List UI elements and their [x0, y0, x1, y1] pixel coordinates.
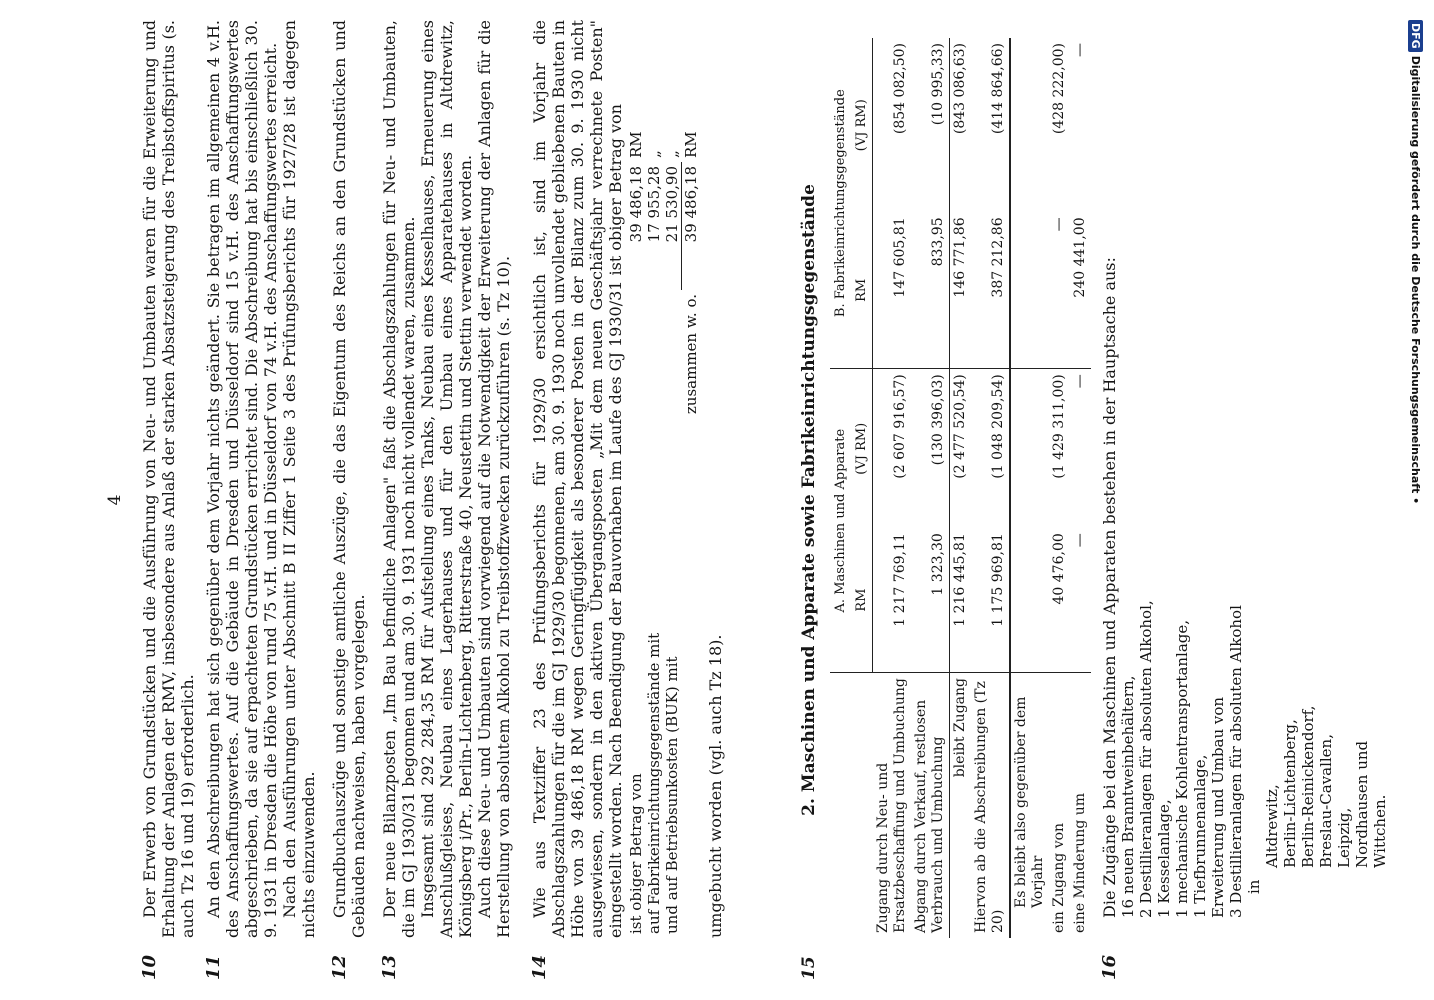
cell-b: 146 771,86 [949, 212, 971, 368]
list-item: 16 neuen Branntweinbehältern, [1119, 675, 1137, 918]
paragraph-text: An den Abschreibungen hat sich gegenüber dem Vorjahr nichts geändert. Sie betragen im allgemeinen 4 v.H. des Anschaffungswertes. Auf die Gebäude in Dresden und Düsseldorf sind 15 v.H. des Anschaffungswertes abgeschrieben, da sie auf erpachteten Grundstücken errichtet sind. Die Abschreibung hat bis einschließlich 30. 9. 1931 in Dresden die Höhe von rund 75 v.H. und in Düsseldorf von 74 v.H. des Anschaffungswertes erreicht. [204, 20, 280, 938]
cell-a-vj: (130 396,03) [929, 374, 946, 466]
dfg-logo: DFG [1408, 20, 1423, 52]
list-item: Berlin-Lichtenberg, [1281, 719, 1299, 868]
list-item: 1 Tiefbrunnenanlage, [1191, 754, 1209, 918]
header-col-b: B. Fabrikeinrichtungsgegenstände [830, 38, 851, 369]
list-item: in [1245, 879, 1263, 894]
header-vj: (VJ RM) [851, 38, 873, 212]
paragraph-text: Wie aus Textziffer 23 des Prüfungsberichts für 1929/30 ersichtlich ist, sind im Vorjahr die Abschlagszahlungen für die im GJ 1929/30 begonnenen, am 30. 9. 1930 noch unvollendet gebliebenen Bauten in Höhe von 39 486,18 RM wegen Geringfügigkeit als besonderer Posten in der Bilanz zum 30. 9. 1930 nicht ausgewiesen, sondern in den aktiven Übergangsposten „Mit dem neuen Geschäftsjahr verrechnete Posten" eingestellt worden. Nach Beendigung der Bauvorhaben im Laufe des GJ 1930/31 ist obiger Betrag von [530, 20, 625, 938]
rotated-document-page [100, 0, 1400, 1000]
cell-b: 240 441,00 [1070, 212, 1091, 368]
table-row [949, 38, 971, 938]
amount-currency: „ [645, 150, 663, 158]
paragraph-number: 12 [329, 954, 350, 980]
paragraph-text: Insgesamt sind 292 284,35 RM für Aufstellung eines Tanks, Neubau eines Kesselhauses, Erneuerung eines Anschlußgleises, Neubau eines Lagerhauses und für den Umbau eines Apparatehauses in Altdrewitz, Königsberg i/Pr., Berlin-Lichtenberg, Ritterstraße 40, Neustettin und Stettin verwendet worden. [418, 20, 475, 938]
paragraph-13 [380, 20, 513, 980]
amount-value: 39 486,18 [682, 162, 701, 290]
row-label: bleibt Zugang [949, 673, 971, 939]
amount-value: 21 530,90 [663, 166, 681, 243]
amount-row [663, 126, 682, 938]
header-rm: RM [851, 212, 873, 368]
cell-b-vj: (428 222,00) [1050, 43, 1067, 135]
cell-a: 1 175 969,81 [971, 528, 1010, 672]
list-item: Wittchen. [1371, 794, 1389, 868]
cell-b [1010, 212, 1049, 368]
amount-label: zusammen w. o. [681, 294, 700, 415]
amount-table [627, 126, 700, 938]
table-row [873, 38, 911, 938]
cell-b-vj [1010, 38, 1049, 212]
cell-b-vj: (414 864,66) [989, 43, 1006, 135]
assets-table [830, 38, 1091, 938]
paragraph-10 [140, 20, 197, 980]
section-15-heading [800, 20, 819, 980]
cell-b-vj: (843 086,63) [949, 38, 971, 212]
row-label: Abgang durch Verkauf, restlosen Verbrauch und Umbuchung [912, 699, 946, 933]
cell-a-vj: (2 477 520,54) [949, 369, 971, 528]
cell-b-vj: — [1071, 43, 1088, 57]
cell-a-vj: — [1071, 374, 1088, 389]
table-row [911, 38, 950, 938]
table-header-row [830, 38, 851, 938]
cell-a: 1 216 445,81 [949, 528, 971, 672]
cell-b: — [1049, 212, 1070, 368]
paragraph-number: 10 [139, 954, 160, 980]
paragraph-12 [330, 20, 368, 980]
paragraph-text: umgebucht worden (vgl. auch Tz 18). [706, 634, 725, 938]
paragraph-text: Die Zugänge bei den Maschinen und Apparaten bestehen in der Hauptsache aus: [1100, 257, 1119, 918]
table-row [1049, 38, 1070, 938]
amount-label: auf Fabrikeinrichtungsgegenstände mit [645, 632, 663, 934]
cell-a: 40 476,00 [1049, 528, 1070, 672]
paragraph-number: 13 [379, 954, 400, 980]
row-label: Hiervon ab die Abschreibungen (Tz 20) [972, 681, 1006, 933]
amount-label: und auf Betriebsunkosten (BUK) mit [663, 656, 682, 934]
list-item: 2 Destillieranlagen für absoluten Alkohol, [1137, 600, 1155, 918]
list-item: Breslau-Cavallen, [1317, 734, 1335, 868]
amount-row [627, 126, 645, 938]
paragraph-text: Der neue Bilanzposten „Im Bau befindliche Anlagen" faßt die Abschlagszahlungen für Neu- und Umbauten, die im GJ 1930/31 begonnen und am 30. 9. 1931 noch nicht vollendet waren, zusammen. [380, 20, 418, 938]
paragraph-number: 14 [529, 954, 550, 980]
table-row [971, 38, 1010, 938]
cell-a-vj: (1 429 311,00) [1050, 374, 1067, 479]
amount-total-row [682, 126, 701, 938]
cell-b: 833,95 [911, 212, 950, 368]
cell-a-vj: (1 048 209,54) [989, 374, 1006, 479]
paragraph-text: Auch diese Neu- und Umbauten sind vorwiegend auf die Notwendigkeit der Erweiterung der Anlagen für die Herstellung von absolutem Alkohol zu Treibstoffzwecken zurückzuführen (s. Tz 10). [475, 20, 513, 938]
header-vj: (VJ RM) [851, 369, 873, 528]
amount-currency: RM [681, 131, 700, 158]
cell-a: — [1070, 528, 1091, 672]
table-row [1010, 38, 1049, 938]
acquisitions-list [1119, 20, 1389, 938]
cell-b-vj: (854 082,50) [891, 43, 908, 135]
header-rm: RM [851, 528, 873, 672]
paragraph-14 [530, 20, 725, 980]
cell-b: 387 212,86 [971, 212, 1010, 368]
caption-text: Digitalisierung gefördert durch die Deutsche Forschungsgemeinschaft • [1409, 55, 1422, 505]
amount-value: 17 955,28 [645, 166, 663, 243]
table-row [1070, 38, 1091, 938]
list-item: 1 Kesselanlage, [1155, 799, 1173, 918]
cell-a-vj: (2 607 916,57) [891, 374, 908, 479]
digitization-caption [1405, 20, 1433, 980]
paragraph-number: 11 [203, 954, 224, 980]
amount-currency: „ [663, 150, 682, 158]
list-item: Altdrewitz, [1263, 784, 1281, 868]
cell-a: 1 323,30 [911, 528, 950, 672]
paragraph-text: Grundbuchauszüge und sonstige amtliche Auszüge, die das Eigentum des Reichs an den Grundstücken und Gebäuden nachweisen, haben vorgelegen. [330, 20, 368, 938]
paragraph-text: Der Erwerb von Grundstücken und die Ausführung von Neu- und Umbauten waren für die Erweiterung und Erhaltung der Anlagen der RMV, insbesondere aus Anlaß der starken Absatzsteigerung des Treibstoffspiritus (s. auch Tz 16 und 19) erforderlich. [140, 20, 197, 938]
paragraph-text: Nach den Ausführungen unter Abschnitt B II Ziffer 1 Seite 3 des Prüfungsberichts für 1927/28 ist dagegen nichts einzuwenden. [280, 20, 318, 938]
list-item: 1 mechanische Kohlentransportanlage, [1173, 619, 1191, 918]
header-empty [830, 673, 873, 939]
list-item: Erweiterung und Umbau von [1209, 696, 1227, 918]
row-label: Es bleibt also gegenüber dem Vorjahr [1010, 673, 1049, 939]
row-label: Zugang durch Neu- und Ersatzbeschaffung und Umbuchung [874, 678, 908, 933]
row-label: eine Minderung um [1071, 792, 1088, 933]
section-title: 2. Maschinen und Apparate sowie Fabrikeinrichtungsgegenstände [799, 184, 819, 816]
cell-b: 147 605,81 [873, 212, 911, 368]
list-item: Nordhausen und [1353, 740, 1371, 868]
list-item: 3 Destillieranlagen für absoluten Alkohol [1227, 605, 1245, 918]
list-item: Berlin-Reinickendorf, [1299, 705, 1317, 868]
cell-a-vj [1010, 369, 1049, 528]
page-number: 4 [105, 494, 125, 506]
section-number: 15 [799, 956, 819, 980]
amount-label: ist obiger Betrag von [627, 773, 645, 934]
cell-a [1010, 528, 1049, 672]
paragraph-11 [204, 20, 318, 980]
cell-a: 1 217 769,11 [873, 528, 911, 672]
cell-b-vj: (10 995,33) [929, 43, 946, 126]
amount-currency: RM [627, 131, 645, 158]
paragraph-number: 16 [1099, 954, 1120, 980]
paragraph-16 [1100, 20, 1389, 980]
row-label: ein Zugang von [1050, 822, 1067, 933]
list-item: Leipzig, [1335, 807, 1353, 868]
amount-value: 39 486,18 [627, 166, 645, 243]
header-col-a: A. Maschinen und Apparate [830, 369, 851, 673]
amount-row [645, 126, 663, 938]
